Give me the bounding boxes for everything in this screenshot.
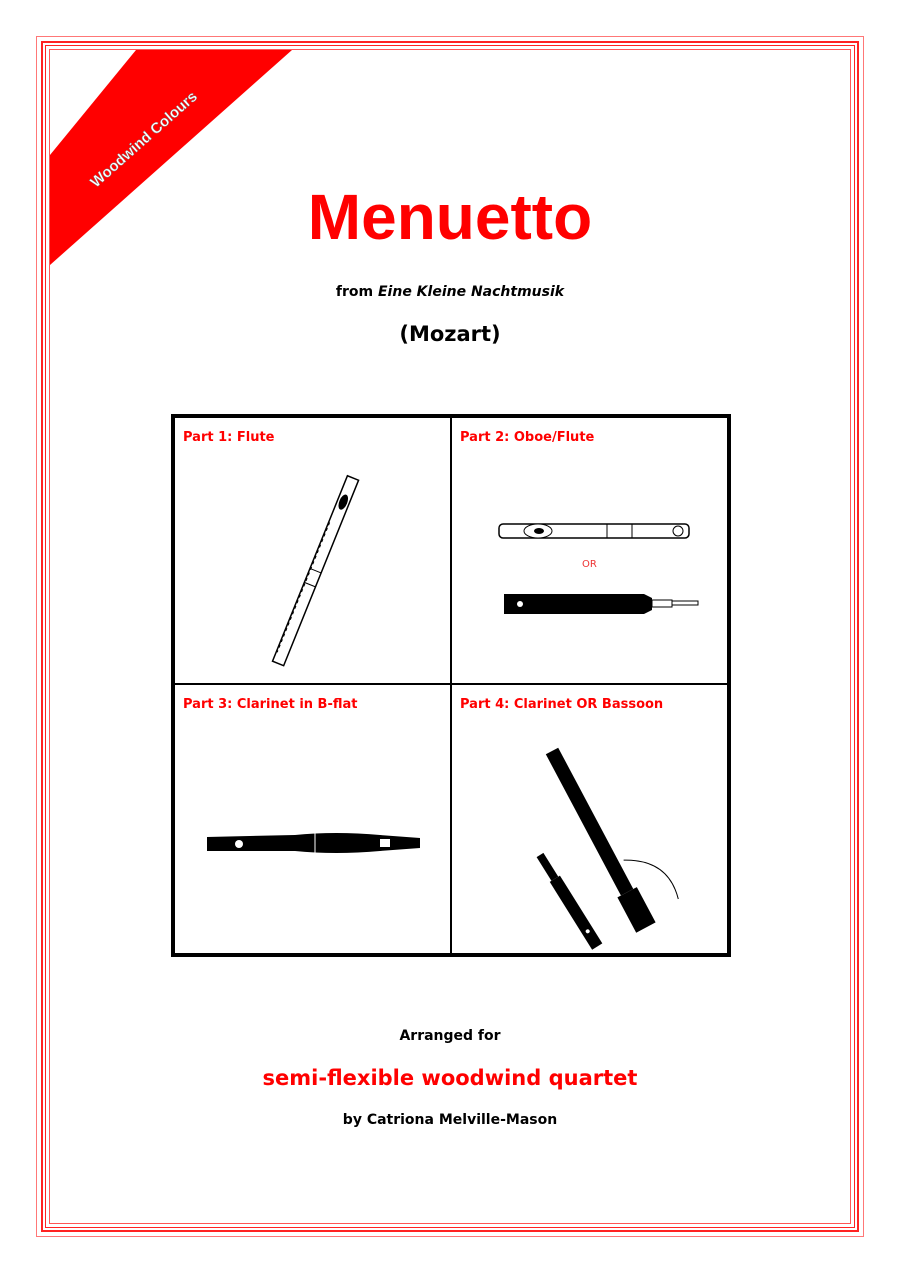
arranger: by Catriona Melville-Mason <box>342 1112 558 1128</box>
clarinet-bassoon-image <box>452 685 732 961</box>
flute-image <box>175 418 455 685</box>
part-cell-oboe-flute <box>451 417 728 684</box>
arranged-for-label: Arranged for <box>399 1028 501 1044</box>
flute-oboe-image <box>452 418 732 685</box>
part-cell-clarinet-bassoon <box>451 684 728 954</box>
part-cell-clarinet <box>174 684 451 954</box>
part-label: Part 3: Clarinet in B-flat <box>183 697 358 712</box>
page-title: Menuetto <box>307 181 593 253</box>
part-cell-flute <box>174 417 451 684</box>
clarinet-image <box>175 685 455 961</box>
part-label: Part 1: Flute <box>183 430 275 445</box>
parts-grid <box>171 414 731 957</box>
part-label: Part 2: Oboe/Flute <box>460 430 595 445</box>
composer: (Mozart) <box>399 322 501 346</box>
or-separator: OR <box>582 559 597 570</box>
ensemble-title: semi-flexible woodwind quartet <box>262 1066 638 1090</box>
part-label: Part 4: Clarinet OR Bassoon <box>460 697 664 712</box>
subtitle: from Eine Kleine Nachtmusik <box>335 284 565 300</box>
banner-text: Woodwind Colours <box>87 88 201 192</box>
